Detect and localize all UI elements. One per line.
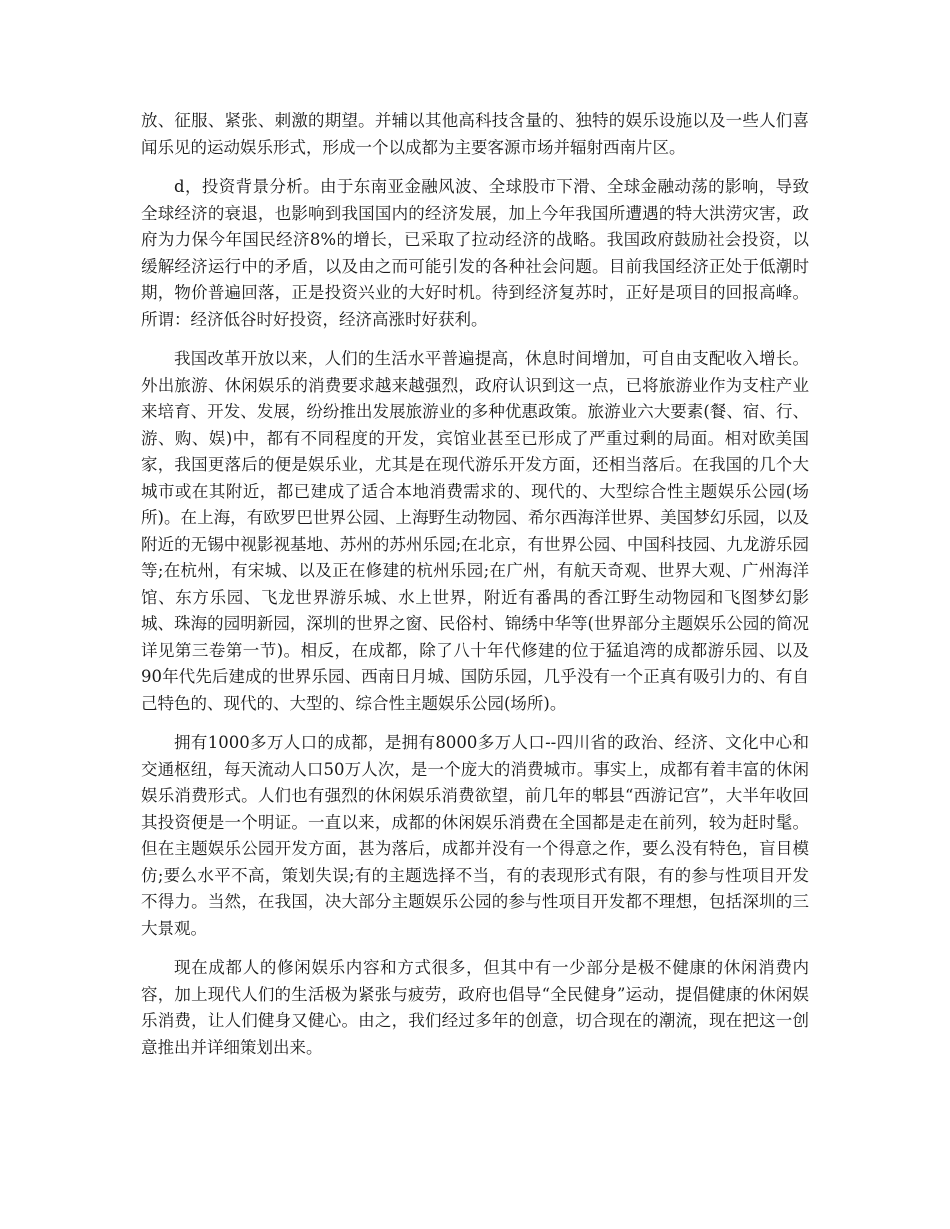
paragraph-chengdu-market: 拥有1000多万人口的成都，是拥有8000多万人口--四川省的政治、经济、文化中心和交通枢纽，每天流动人口50万人次，是一个庞大的消费城市。事实上，成都有着丰富的休闲娱乐消费形式。人们也有强烈的休闲娱乐消费欲望，前几年的郫县“西游记宫”，大半年收回其投资便是一个明证。一直以来，成都的休闲娱乐消费在全国都是走在前列，较为赶时髦。但在主题娱乐公园开发方面，甚为落后，成都并没有一个得意之作，要么没有特色，盲目模仿;要么水平不高，策划失误;有的主题选择不当，有的表现形式有限，有的参与性项目开发不得力。当然，在我国，决大部分主题娱乐公园的参与性项目开发都不理想，包括深圳的三大景观。	[141, 733, 809, 938]
paragraph-continuation: 放、征服、紧张、刺激的期望。并辅以其他高科技含量的、独特的娱乐设施以及一些人们喜闻乐见的运动娱乐形式，形成一个以成都为主要客源市场并辐射西南片区。	[141, 111, 809, 157]
paragraph-creative-proposal: 现在成都人的修闲娱乐内容和方式很多，但其中有一少部分是极不健康的休闲消费内容，加上现代人们的生活极为紧张与疲劳，政府也倡导“全民健身”运动，提倡健康的休闲娱乐消费，让人们健身又健心。由之，我们经过多年的创意，切合现在的潮流，现在把这一创意推出并详细策划出来。	[141, 958, 809, 1057]
paragraph-investment-background: d，投资背景分析。由于东南亚金融风波、全球股市下滑、全球金融动荡的影响，导致全球经济的衰退，也影响到我国国内的经济发展，加上今年我国所遭遇的特大洪涝灾害，政府为力保今年国民经济8%的增长，已采取了拉动经济的战略。我国政府鼓励社会投资，以缓解经济运行中的矛盾，以及由之而可能引发的各种社会问题。目前我国经济正处于低潮时期，物价普遍回落，正是投资兴业的大好时机。待到经济复苏时，正好是项目的回报高峰。所谓：经济低谷时好投资，经济高涨时好获利。	[141, 177, 809, 329]
document-body	[141, 108, 809, 1074]
paragraph-tourism-industry: 我国改革开放以来，人们的生活水平普遍提高，休息时间增加，可自由支配收入增长。外出旅游、休闲娱乐的消费要求越来越强烈，政府认识到这一点，已将旅游业作为支柱产业来培育、开发、发展，纷纷推出发展旅游业的多种优惠政策。旅游业六大要素(餐、宿、行、游、购、娱)中，都有不同程度的开发，宾馆业甚至已形成了严重过剩的局面。相对欧美国家，我国更落后的便是娱乐业，尤其是在现代游乐开发方面，还相当落后。在我国的几个大城市或在其附近，都已建成了适合本地消费需求的、现代的、大型综合性主题娱乐公园(场所)。在上海，有欧罗巴世界公园、上海野生动物园、希尔西海洋世界、美国梦幻乐园，以及附近的无锡中视影视基地、苏州的苏州乐园;在北京，有世界公园、中国科技园、九龙游乐园等;在杭州，有宋城、以及正在修建的杭州乐园;在广州，有航天奇观、世界大观、广州海洋馆、东方乐园、飞龙世界游乐城、水上世界，附近有番禺的香江野生动物园和飞图梦幻影城、珠海的园明新园，深圳的世界之窗、民俗村、锦绣中华等(世界部分主题娱乐公园的简况详见第三卷第一节)。相反，在成都，除了八十年代修建的位于猛追湾的成都游乐园、以及90年代先后建成的世界乐园、西南日月城、国防乐园，几乎没有一个正真有吸引力的、有自己特色的、现代的、大型的、综合性主题娱乐公园(场所)。	[141, 349, 809, 713]
